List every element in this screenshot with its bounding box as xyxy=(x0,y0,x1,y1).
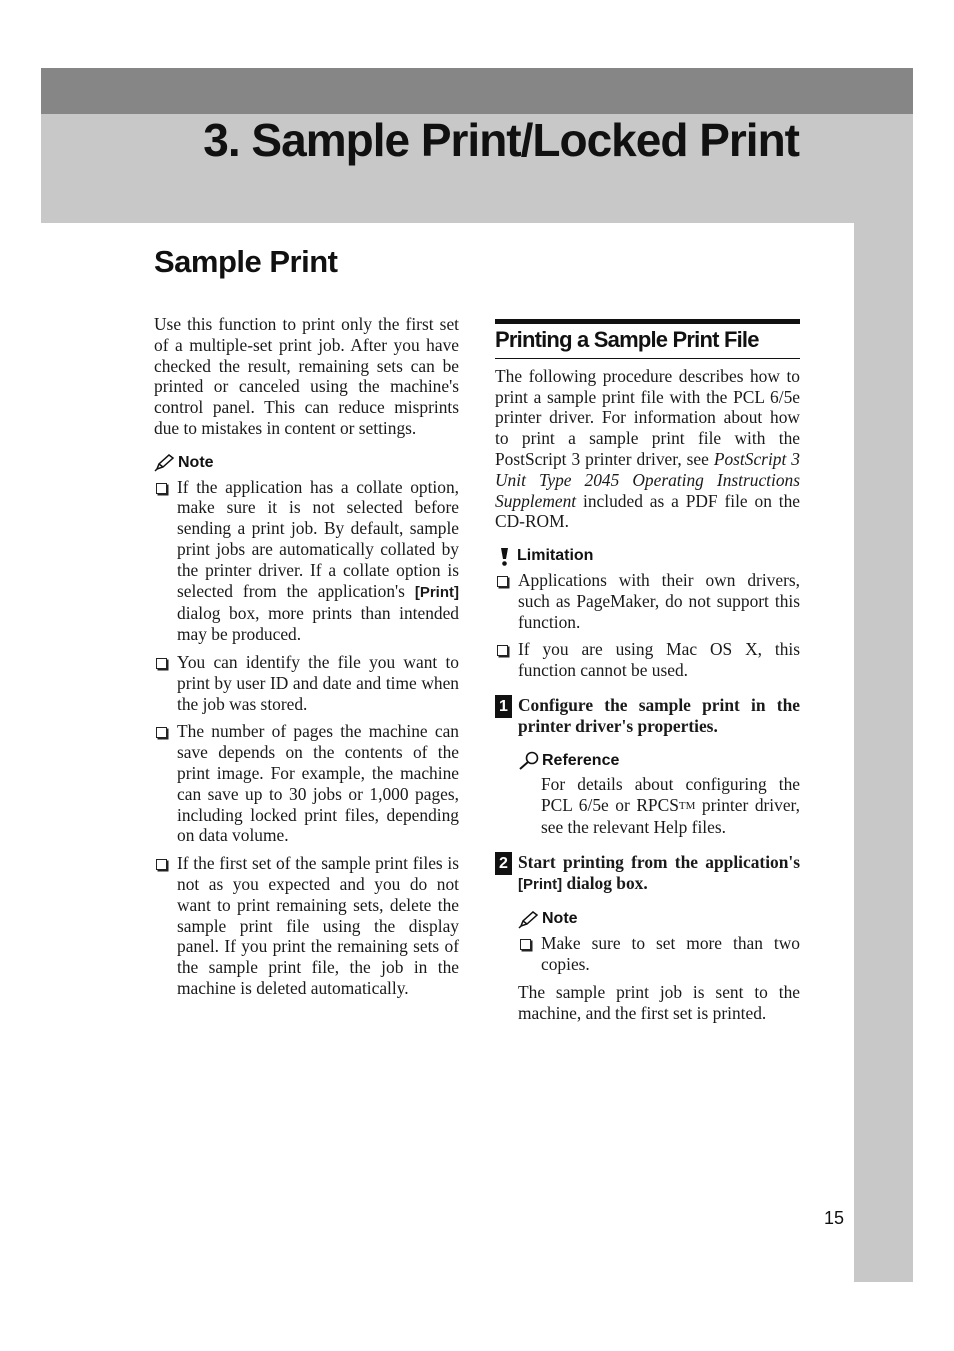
result-text: The sample print job is sent to the machine, and the first set is printed. xyxy=(518,981,800,1023)
right-column xyxy=(495,319,800,1023)
print-key: [Print] xyxy=(518,875,563,893)
limitation-list xyxy=(495,570,800,681)
list-item: You can identify the file you want to print by user ID and date and time when the job was stored. xyxy=(154,652,459,714)
note-heading xyxy=(518,909,800,930)
reference-text-part: For details about configuring the PCL 6/5e or RPCS xyxy=(541,774,800,816)
step-2-note xyxy=(495,909,800,1023)
list-item: Applications with their own drivers, such as PageMaker, do not support this function. xyxy=(495,570,800,632)
reference-heading xyxy=(518,751,800,772)
procedure-intro xyxy=(495,366,800,532)
manual-title: PostScript 3 Unit Type 2045 Operating Instructions Supplement xyxy=(495,448,800,511)
step-number: 2 xyxy=(495,852,512,875)
note-list xyxy=(518,933,800,975)
subsection-title: Printing a Sample Print File xyxy=(495,319,800,359)
left-column xyxy=(154,314,459,1006)
list-item: If the first set of the sample print files is not as you expected and you do not want to print remaining sets, delete the sample print file using the display panel. If you print the remaining sets of the sample print file, the job in the machine is deleted automatically. xyxy=(154,853,459,999)
print-key: [Print] xyxy=(414,583,459,601)
list-item: The number of pages the machine can save depends on the contents of the print image. For example, the machine can save up to 30 jobs or 1,000 pages, including locked print files, depending on data volume. xyxy=(154,721,459,846)
step-number: 1 xyxy=(495,695,512,718)
list-item: Make sure to set more than two copies. xyxy=(518,933,800,975)
page-number: 15 xyxy=(824,1208,845,1228)
intro-text: The following procedure describes how to print a sample print file with the PCL 6/5e printer driver. For information about how to print a sample print file with the PostScript 3 printer driver, see xyxy=(495,365,800,469)
note-label: Note xyxy=(542,910,578,928)
limitation-label: Limitation xyxy=(517,547,594,565)
trademark-mark: TM xyxy=(678,800,696,813)
reference-text-part: printer driver, see the relevant Help files. xyxy=(541,795,801,837)
note-heading xyxy=(154,453,459,474)
step-1 xyxy=(495,695,800,737)
step-2 xyxy=(495,852,800,896)
limitation-heading xyxy=(495,546,800,567)
reference-text xyxy=(518,774,800,837)
exclamation-icon xyxy=(495,547,515,567)
intro-text: included as a PDF file on the CD-ROM. xyxy=(495,490,800,532)
note-text: If the application has a collate option, make sure it is not selected before sending a print job. By default, sample print jobs are automatically collated by the printer driver. If a collate option is selected from the application's xyxy=(177,476,459,601)
reference-label: Reference xyxy=(542,751,620,769)
intro-paragraph: Use this function to print only the first set of a multiple-set print job. After you have checked the result, remaining sets can be printed or canceled using the machine's control panel. This can reduce misprints due to mistakes in content or settings. xyxy=(154,314,459,438)
section-title: Sample Print xyxy=(154,244,338,279)
chapter-title: 3. Sample Print/Locked Print xyxy=(203,114,799,166)
step-text: Configure the sample print in the printer driver's properties. xyxy=(518,694,800,736)
step-text: Start printing from the application's xyxy=(518,851,800,872)
side-band xyxy=(854,223,913,1282)
list-item xyxy=(154,477,459,645)
note-text: dialog box, more prints than intended may be produced. xyxy=(177,603,459,645)
magnifier-icon xyxy=(518,751,540,771)
note-label: Note xyxy=(178,453,214,471)
reference-block xyxy=(495,751,800,838)
header-band-dark xyxy=(41,68,913,114)
pencil-icon xyxy=(154,454,176,472)
note-list xyxy=(154,477,459,999)
pencil-icon xyxy=(518,911,540,929)
step-text: dialog box. xyxy=(562,872,648,893)
list-item: If you are using Mac OS X, this function cannot be used. xyxy=(495,639,800,681)
